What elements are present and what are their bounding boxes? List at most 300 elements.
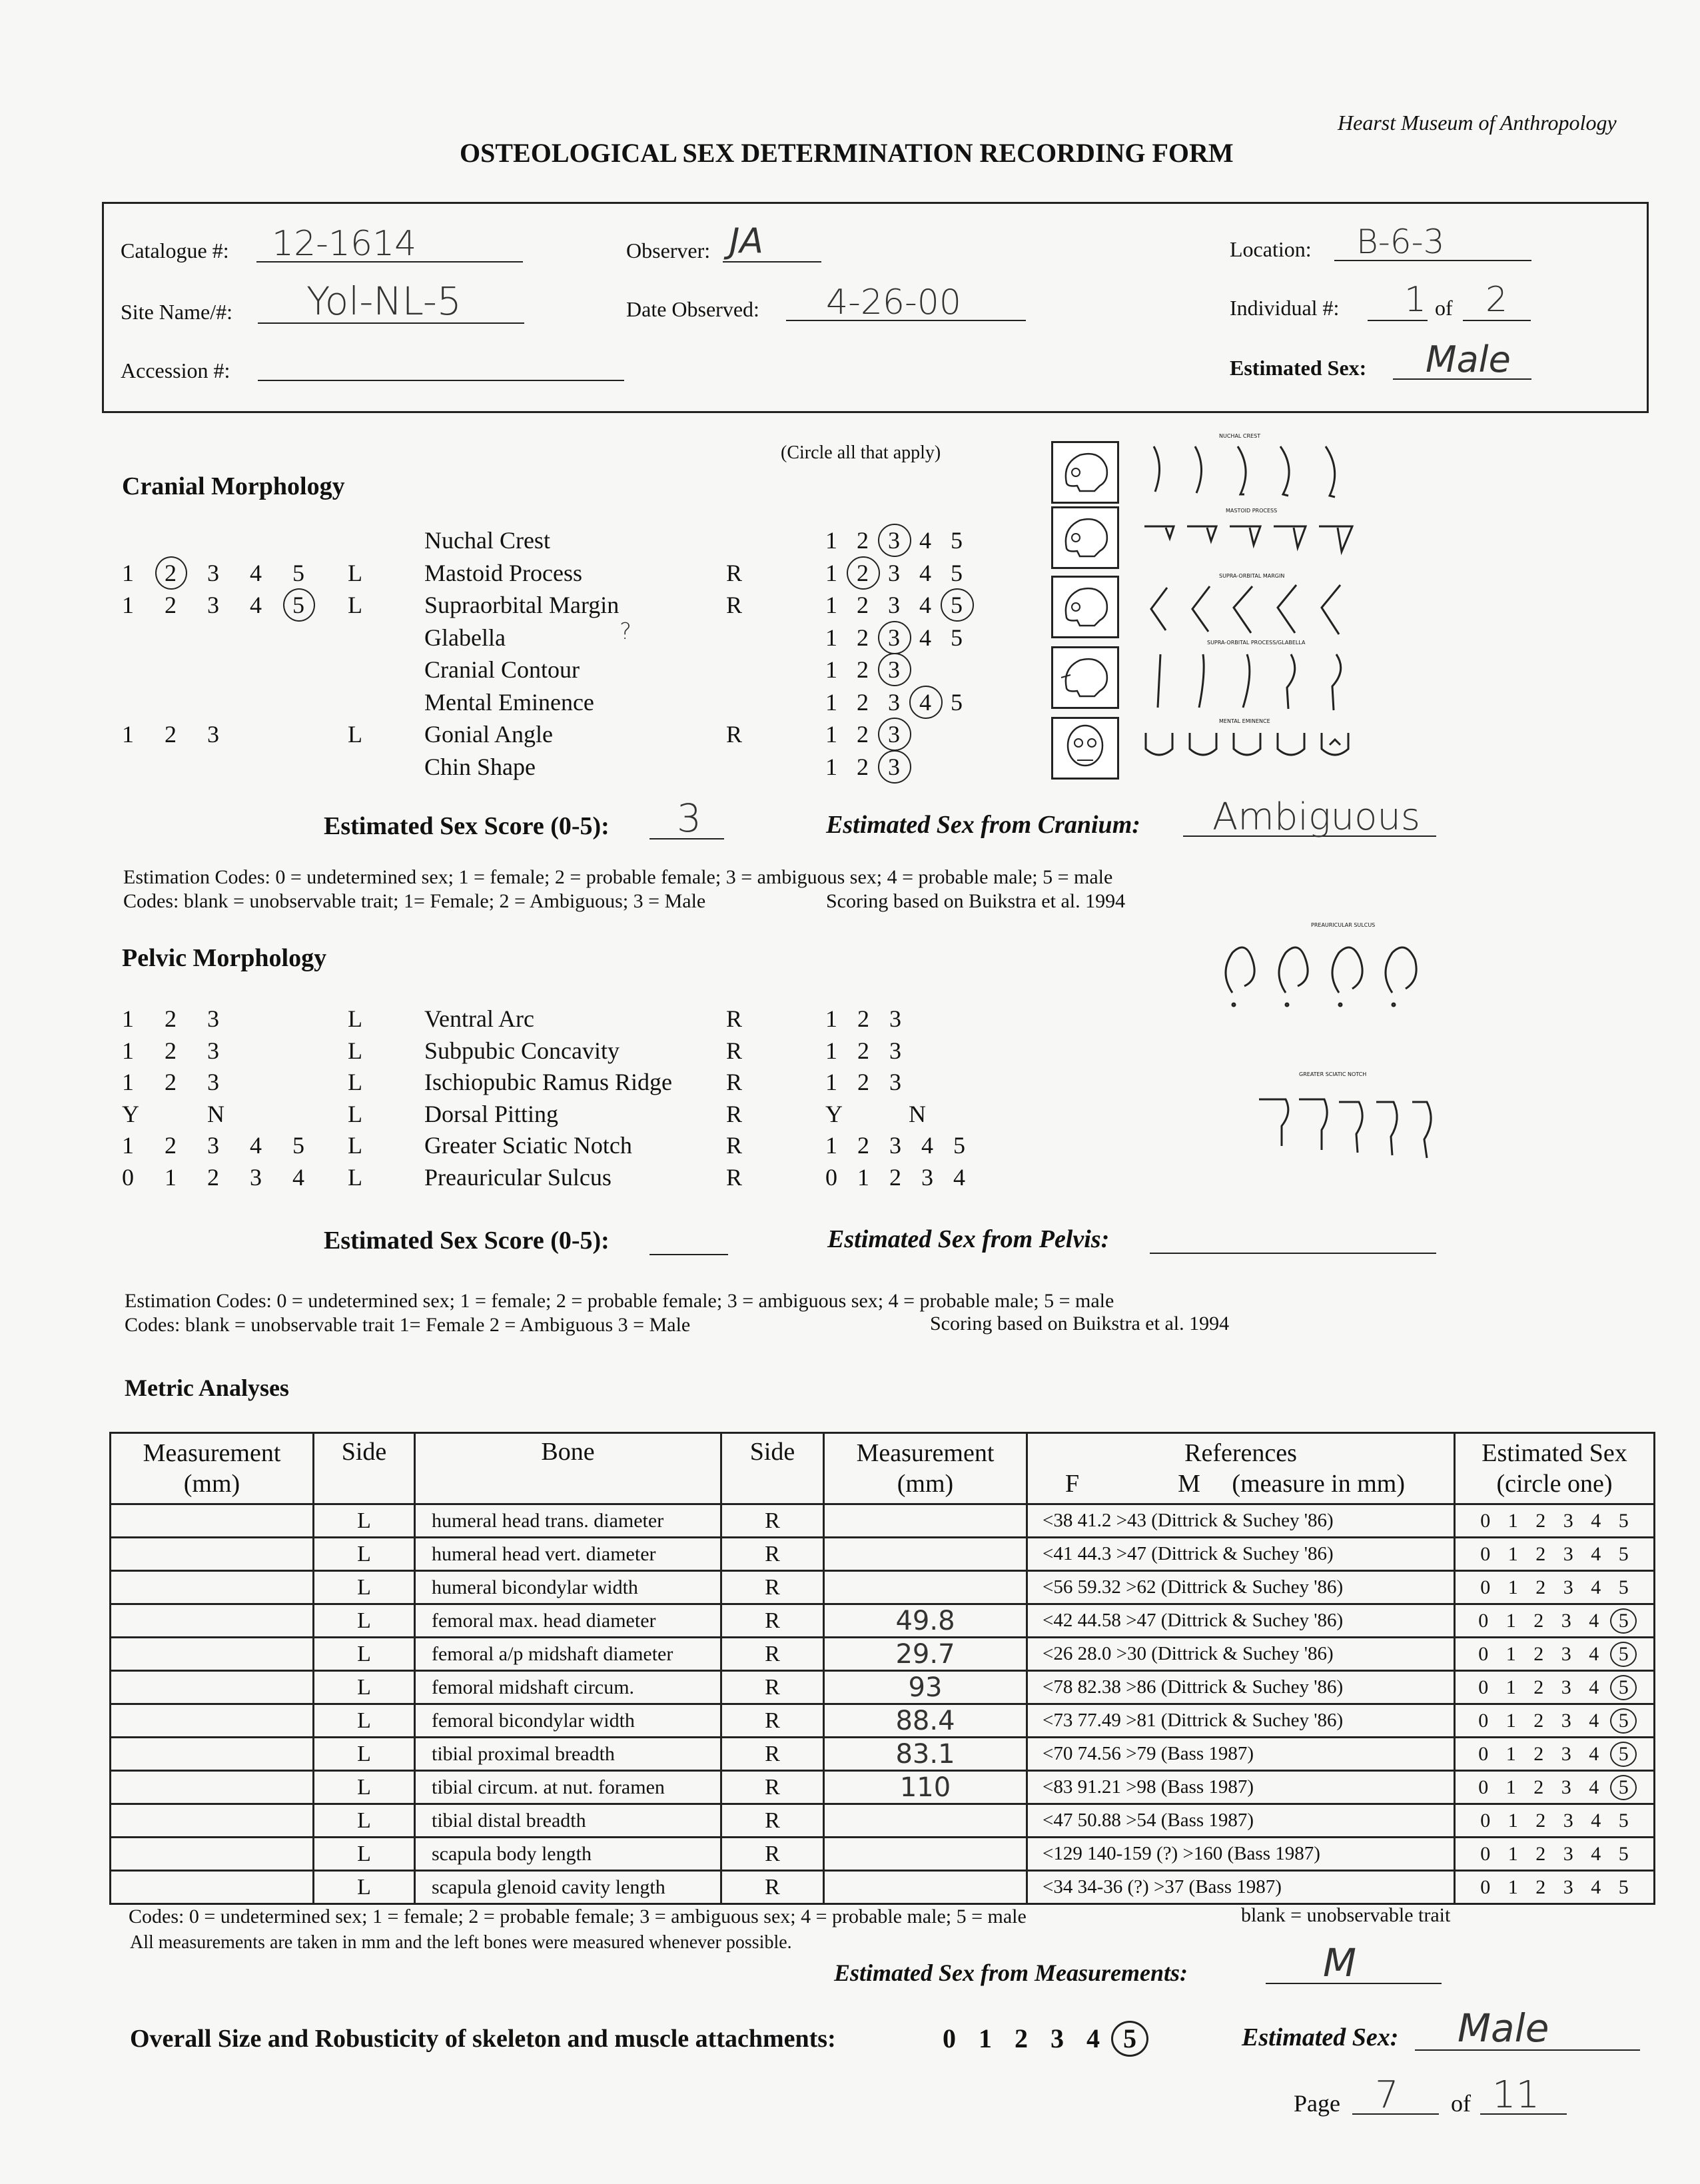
sex-option-2[interactable]: 2 <box>1533 1742 1544 1765</box>
sex-option-0[interactable]: 0 <box>1478 1609 1489 1632</box>
measurement-right-cell[interactable]: 29.7 <box>824 1638 1027 1671</box>
cranial-left-score-4[interactable]: 4 <box>250 559 262 586</box>
sex-option-0[interactable]: 0 <box>1478 1776 1489 1798</box>
page-of: of <box>1451 2090 1471 2117</box>
sex-option-2[interactable]: 2 <box>1535 1842 1546 1865</box>
left-side-marker: L <box>348 592 362 618</box>
bone-cell: tibial circum. at nut. foramen <box>415 1771 721 1804</box>
cranial-right-score-4[interactable]: 4 <box>919 624 931 651</box>
pelvic-codes-2: Codes: blank = unobservable trait 1= Female 2 = Ambiguous 3 = Male <box>125 1314 691 1336</box>
cranial-trait-label: Cranial Contour <box>424 656 580 683</box>
sex-option-1[interactable]: 1 <box>1507 1876 1518 1898</box>
sex-option-3[interactable]: 3 <box>1563 1576 1573 1598</box>
sex-option-4[interactable]: 4 <box>1589 1742 1599 1765</box>
est-sex-cell <box>1455 1571 1655 1604</box>
cranial-left-score-3[interactable]: 3 <box>207 592 219 618</box>
skull-lateral-thumb-4 <box>1051 646 1119 709</box>
glabella-sketches <box>1140 648 1360 714</box>
measurement-right-cell[interactable] <box>824 1504 1027 1538</box>
measurement-left-cell[interactable] <box>111 1671 314 1704</box>
form-title: OSTEOLOGICAL SEX DETERMINATION RECORDING FORM <box>460 138 1234 168</box>
cranial-circled-mark <box>878 524 911 557</box>
sex-option-0[interactable]: 0 <box>1478 1742 1489 1765</box>
pelvic-right-score-2[interactable]: 2 <box>857 1005 869 1032</box>
bone-cell: femoral midshaft circum. <box>415 1671 721 1704</box>
cranial-right-score-4[interactable]: 4 <box>919 592 931 618</box>
sex-option-2[interactable]: 2 <box>1533 1676 1544 1698</box>
sex-option-1[interactable]: 1 <box>1507 1542 1518 1565</box>
left-side-marker: L <box>348 1163 362 1191</box>
pelvic-right-score-1[interactable]: 1 <box>857 1163 869 1191</box>
cranial-right-score-1[interactable]: 1 <box>825 656 837 683</box>
references-cell: <38 41.2 >43 (Dittrick & Suchey '86) <box>1027 1504 1455 1538</box>
pelvic-left-score-1[interactable]: 1 <box>122 1069 134 1095</box>
est-sex-cell <box>1455 1838 1655 1871</box>
overall-option-5[interactable]: 5 <box>1111 2021 1148 2057</box>
measurement-right-cell[interactable]: 49.8 <box>824 1604 1027 1638</box>
table-row <box>111 1804 1655 1838</box>
sex-option-2[interactable]: 2 <box>1533 1642 1544 1665</box>
measurement-right-cell[interactable] <box>824 1838 1027 1871</box>
cranial-right-score-2[interactable]: 2 <box>857 592 869 618</box>
metric-sex-value: M <box>1323 1940 1357 1985</box>
site-value: Yol-NL-5 <box>306 278 462 324</box>
sex-option-1[interactable]: 1 <box>1507 1576 1518 1598</box>
side-left-cell: L <box>314 1838 415 1871</box>
sex-option-0[interactable]: 0 <box>1478 1642 1489 1665</box>
cranial-right-score-4[interactable]: 4 <box>919 688 931 716</box>
mental-eminence-sketches <box>1140 729 1367 769</box>
pelvic-left-score-3[interactable]: 3 <box>207 1132 219 1159</box>
bone-cell: humeral head vert. diameter <box>415 1538 721 1571</box>
cranial-circled-mark <box>283 588 315 622</box>
sketch-label-nuchal: NUCHAL CREST <box>1219 433 1261 439</box>
cranial-trait-label: Mental Eminence <box>424 688 594 716</box>
est-sex-value: Male <box>1426 338 1511 380</box>
side-right-cell: R <box>721 1838 824 1871</box>
side-left-cell: L <box>314 1571 415 1604</box>
cranial-left-score-1[interactable]: 1 <box>122 592 134 618</box>
overall-option-1[interactable]: 1 <box>979 2023 992 2053</box>
sex-option-5[interactable]: 5 <box>1610 1708 1637 1734</box>
col-measurement-left: Measurement (mm) <box>111 1433 314 1504</box>
sketch-label-sciatic: GREATER SCIATIC NOTCH <box>1299 1071 1367 1077</box>
col-references <box>1027 1433 1455 1504</box>
cranial-right-score-1[interactable]: 1 <box>825 527 837 554</box>
cranial-right-score-2[interactable]: 2 <box>857 753 869 780</box>
pelvic-right-score-1[interactable]: 1 <box>825 1037 837 1064</box>
references-cell: <26 28.0 >30 (Dittrick & Suchey '86) <box>1027 1638 1455 1671</box>
cranial-codes-2: Codes: blank = unobservable trait; 1= Female; 2 = Ambiguous; 3 = Male <box>123 890 706 912</box>
sex-option-4[interactable]: 4 <box>1591 1576 1601 1598</box>
est-sex-cell <box>1455 1604 1655 1638</box>
pelvic-right-score-2[interactable]: 2 <box>857 1069 869 1095</box>
location-label: Location: <box>1230 237 1312 261</box>
cranial-circled-mark <box>878 750 911 784</box>
cranial-right-score-3[interactable]: 3 <box>888 721 900 748</box>
pelvic-left-score-N[interactable]: N <box>207 1100 224 1127</box>
cranial-codes-1: Estimation Codes: 0 = undetermined sex; 1 = female; 2 = probable female; 3 = ambiguous sex; 4 = probable male; 5 = male <box>123 866 1113 888</box>
cranial-left-score-3[interactable]: 3 <box>207 559 219 586</box>
sex-option-3[interactable]: 3 <box>1563 1809 1573 1832</box>
cranial-right-score-1[interactable]: 1 <box>825 688 837 716</box>
metric-sex-label: Estimated Sex from Measurements: <box>834 1959 1188 1986</box>
references-m: M (measure in mm) <box>1178 1470 1406 1498</box>
sex-option-1[interactable]: 1 <box>1505 1642 1516 1665</box>
side-left-cell: L <box>314 1671 415 1704</box>
side-right-cell: R <box>721 1771 824 1804</box>
cranial-right-score-3[interactable]: 3 <box>888 656 900 683</box>
side-left-cell: L <box>314 1804 415 1838</box>
observer-field[interactable] <box>723 261 821 263</box>
sex-option-4[interactable]: 4 <box>1591 1876 1601 1898</box>
pelvic-right-score-1[interactable]: 1 <box>825 1069 837 1095</box>
sketch-label-glabella: SUPRA-ORBITAL PROCESS/GLABELLA <box>1207 640 1306 646</box>
cranial-right-score-1[interactable]: 1 <box>825 624 837 651</box>
sex-option-0[interactable]: 0 <box>1480 1809 1491 1832</box>
sketch-label-supraorbital: SUPRA-ORBITAL MARGIN <box>1219 573 1285 579</box>
cranial-right-score-5[interactable]: 5 <box>951 688 963 716</box>
measurement-right-cell[interactable] <box>824 1538 1027 1571</box>
cranial-left-score-5[interactable]: 5 <box>292 592 304 618</box>
references-cell: <42 44.58 >47 (Dittrick & Suchey '86) <box>1027 1604 1455 1638</box>
sex-option-3[interactable]: 3 <box>1563 1509 1573 1532</box>
individual-field[interactable] <box>1368 320 1428 321</box>
est-sex-cell <box>1455 1804 1655 1838</box>
left-side-marker: L <box>348 1132 362 1159</box>
pelvic-right-score-2[interactable]: 2 <box>889 1163 901 1191</box>
metric-table <box>109 1432 1655 1905</box>
sex-option-5[interactable]: 5 <box>1610 1742 1637 1767</box>
measurement-left-cell[interactable] <box>111 1538 314 1571</box>
skull-frontal-thumb <box>1051 717 1119 780</box>
sex-option-2[interactable]: 2 <box>1535 1542 1546 1565</box>
pelvic-right-score-2[interactable]: 2 <box>857 1132 869 1159</box>
left-side-marker: L <box>348 1100 362 1127</box>
pelvic-codes-1: Estimation Codes: 0 = undetermined sex; 1 = female; 2 = probable female; 3 = ambiguous sex; 4 = probable male; 5 = male <box>125 1290 1114 1312</box>
sex-option-1[interactable]: 1 <box>1505 1709 1516 1732</box>
references-cell: <41 44.3 >47 (Dittrick & Suchey '86) <box>1027 1538 1455 1571</box>
measurement-right-cell[interactable]: 110 <box>824 1771 1027 1804</box>
pelvic-right-score-2[interactable]: 2 <box>857 1037 869 1064</box>
sex-option-4[interactable]: 4 <box>1591 1809 1601 1832</box>
sex-option-0[interactable]: 0 <box>1480 1576 1491 1598</box>
side-right-cell: R <box>721 1604 824 1638</box>
side-left-cell: L <box>314 1538 415 1571</box>
pelvic-right-score-3[interactable]: 3 <box>889 1037 901 1064</box>
metric-mm-note: All measurements are taken in mm and the left bones were measured whenever possible. <box>130 1932 792 1953</box>
pelvic-left-score-2[interactable]: 2 <box>165 1005 177 1032</box>
sex-option-2[interactable]: 2 <box>1535 1809 1546 1832</box>
sex-option-0[interactable]: 0 <box>1480 1842 1491 1865</box>
sex-option-5[interactable]: 5 <box>1610 1775 1637 1800</box>
sex-option-5[interactable]: 5 <box>1610 1642 1637 1667</box>
measurement-right-cell[interactable]: 93 <box>824 1671 1027 1704</box>
bone-cell: femoral a/p midshaft diameter <box>415 1638 721 1671</box>
right-side-marker: R <box>726 1132 743 1159</box>
sex-option-1[interactable]: 1 <box>1505 1776 1516 1798</box>
sex-option-3[interactable]: 3 <box>1561 1676 1571 1698</box>
pelvic-left-score-0[interactable]: 0 <box>122 1163 134 1191</box>
sex-option-5[interactable]: 5 <box>1610 1608 1637 1634</box>
individual-of: of <box>1435 296 1453 320</box>
cranial-right-score-5[interactable]: 5 <box>951 527 963 554</box>
cranial-right-score-2[interactable]: 2 <box>857 559 869 586</box>
sex-option-5[interactable]: 5 <box>1610 1675 1637 1700</box>
catalogue-label: Catalogue #: <box>121 239 229 263</box>
catalogue-value: 12-1614 <box>272 224 417 264</box>
table-row <box>111 1871 1655 1904</box>
measurement-right-cell[interactable] <box>824 1571 1027 1604</box>
cranial-right-score-1[interactable]: 1 <box>825 753 837 780</box>
measurement-right-cell[interactable] <box>824 1804 1027 1838</box>
sex-option-4[interactable]: 4 <box>1589 1709 1599 1732</box>
sex-option-4[interactable]: 4 <box>1591 1542 1601 1565</box>
sex-option-2[interactable]: 2 <box>1533 1609 1544 1632</box>
cranial-right-score-3[interactable]: 3 <box>888 753 900 780</box>
cranial-right-score-2[interactable]: 2 <box>857 624 869 651</box>
sex-option-4[interactable]: 4 <box>1589 1676 1599 1698</box>
cranial-right-score-2[interactable]: 2 <box>857 721 869 748</box>
sex-option-2[interactable]: 2 <box>1535 1876 1546 1898</box>
side-left-cell: L <box>314 1604 415 1638</box>
measurement-right-cell[interactable]: 83.1 <box>824 1738 1027 1771</box>
sex-option-3[interactable]: 3 <box>1563 1542 1573 1565</box>
sex-option-0[interactable]: 0 <box>1480 1876 1491 1898</box>
sex-option-4[interactable]: 4 <box>1589 1776 1599 1798</box>
sex-option-5[interactable]: 5 <box>1618 1842 1629 1865</box>
sex-option-1[interactable]: 1 <box>1507 1842 1518 1865</box>
cranial-trait-label: Glabella <box>424 624 506 651</box>
cranial-right-score-3[interactable]: 3 <box>888 559 900 586</box>
sex-option-3[interactable]: 3 <box>1561 1642 1571 1665</box>
pelvic-score-field[interactable] <box>649 1254 728 1255</box>
cranial-left-score-2[interactable]: 2 <box>165 721 177 748</box>
pelvic-right-score-Y[interactable]: Y <box>825 1100 843 1127</box>
side-left-cell: L <box>314 1704 415 1738</box>
cranial-left-score-2[interactable]: 2 <box>165 559 177 586</box>
est-sex-cell <box>1455 1738 1655 1771</box>
sex-option-2[interactable]: 2 <box>1535 1576 1546 1598</box>
cranial-right-score-2[interactable]: 2 <box>857 688 869 716</box>
side-left-cell: L <box>314 1738 415 1771</box>
sex-option-2[interactable]: 2 <box>1535 1509 1546 1532</box>
individual-total-field[interactable] <box>1463 320 1531 321</box>
measurement-right-cell[interactable] <box>824 1871 1027 1904</box>
cranial-right-score-1[interactable]: 1 <box>825 592 837 618</box>
cranial-left-score-5[interactable]: 5 <box>292 559 304 586</box>
pelvic-right-score-0[interactable]: 0 <box>825 1163 837 1191</box>
cranial-left-score-2[interactable]: 2 <box>165 592 177 618</box>
side-right-cell: R <box>721 1671 824 1704</box>
overall-option-4[interactable]: 4 <box>1086 2023 1100 2053</box>
cranial-circled-mark <box>941 588 974 622</box>
sex-option-5[interactable]: 5 <box>1618 1509 1629 1532</box>
measurement-right-cell[interactable]: 88.4 <box>824 1704 1027 1738</box>
cranial-trait-label: Nuchal Crest <box>424 527 550 554</box>
pelvic-right-score-3[interactable]: 3 <box>921 1163 933 1191</box>
cranial-right-score-3[interactable]: 3 <box>888 527 900 554</box>
est-sex-cell <box>1455 1704 1655 1738</box>
overall-option-0[interactable]: 0 <box>943 2023 956 2053</box>
sex-option-2[interactable]: 2 <box>1533 1709 1544 1732</box>
pelvic-right-score-4[interactable]: 4 <box>953 1163 965 1191</box>
side-right-cell: R <box>721 1638 824 1671</box>
right-side-marker: R <box>726 592 743 618</box>
pelvic-left-score-2[interactable]: 2 <box>207 1163 219 1191</box>
sex-option-1[interactable]: 1 <box>1507 1509 1518 1532</box>
pelvic-left-score-3[interactable]: 3 <box>207 1005 219 1032</box>
preauricular-sulcus-sketches <box>1212 933 1452 1013</box>
pelvic-right-score-4[interactable]: 4 <box>921 1132 933 1159</box>
side-right-cell: R <box>721 1504 824 1538</box>
side-left-cell: L <box>314 1638 415 1671</box>
sex-option-5[interactable]: 5 <box>1618 1576 1629 1598</box>
overall-option-2[interactable]: 2 <box>1015 2023 1028 2053</box>
pelvic-left-score-2[interactable]: 2 <box>165 1132 177 1159</box>
table-row <box>111 1704 1655 1738</box>
cranial-right-score-5[interactable]: 5 <box>951 559 963 586</box>
table-row <box>111 1538 1655 1571</box>
sex-option-0[interactable]: 0 <box>1478 1709 1489 1732</box>
pelvic-right-score-1[interactable]: 1 <box>825 1132 837 1159</box>
cranial-right-score-3[interactable]: 3 <box>888 688 900 716</box>
sex-option-4[interactable]: 4 <box>1589 1642 1599 1665</box>
sex-option-3[interactable]: 3 <box>1561 1776 1571 1798</box>
sex-option-5[interactable]: 5 <box>1618 1809 1629 1832</box>
sketch-label-mental: MENTAL EMINENCE <box>1219 718 1270 724</box>
measurement-left-cell[interactable] <box>111 1638 314 1671</box>
cranial-right-score-3[interactable]: 3 <box>888 592 900 618</box>
sex-option-3[interactable]: 3 <box>1563 1842 1573 1865</box>
pelvic-left-score-1[interactable]: 1 <box>122 1005 134 1032</box>
cranial-left-score-3[interactable]: 3 <box>207 721 219 748</box>
left-side-marker: L <box>348 1037 362 1064</box>
pelvic-left-score-3[interactable]: 3 <box>207 1069 219 1095</box>
pelvic-right-score-N[interactable]: N <box>909 1100 926 1127</box>
est-sex-cell <box>1455 1671 1655 1704</box>
cranial-circled-mark <box>878 653 911 686</box>
pelvic-left-score-1[interactable]: 1 <box>165 1163 177 1191</box>
measurement-left-cell[interactable] <box>111 1838 314 1871</box>
sex-option-4[interactable]: 4 <box>1589 1609 1599 1632</box>
measurement-left-cell[interactable] <box>111 1504 314 1538</box>
cranial-circled-mark <box>878 718 911 751</box>
pelvic-sex-field[interactable] <box>1150 1253 1436 1254</box>
measurement-left-cell[interactable] <box>111 1604 314 1638</box>
table-row <box>111 1838 1655 1871</box>
accession-field[interactable] <box>258 380 624 381</box>
cranial-right-score-5[interactable]: 5 <box>951 624 963 651</box>
skull-lateral-thumb-2 <box>1051 506 1119 569</box>
sex-option-4[interactable]: 4 <box>1591 1509 1601 1532</box>
sex-option-1[interactable]: 1 <box>1505 1676 1516 1698</box>
references-cell: <56 59.32 >62 (Dittrick & Suchey '86) <box>1027 1571 1455 1604</box>
references-cell: <129 140-159 (?) >160 (Bass 1987) <box>1027 1838 1455 1871</box>
cranial-left-score-1[interactable]: 1 <box>122 559 134 586</box>
sex-option-0[interactable]: 0 <box>1480 1542 1491 1565</box>
side-left-cell: L <box>314 1771 415 1804</box>
pelvic-left-score-3[interactable]: 3 <box>250 1163 262 1191</box>
cranial-right-score-4[interactable]: 4 <box>919 559 931 586</box>
measurement-left-cell[interactable] <box>111 1804 314 1838</box>
sex-option-4[interactable]: 4 <box>1591 1842 1601 1865</box>
pelvic-left-score-2[interactable]: 2 <box>165 1069 177 1095</box>
sex-option-1[interactable]: 1 <box>1505 1742 1516 1765</box>
pelvic-left-score-5[interactable]: 5 <box>292 1132 304 1159</box>
cranial-right-score-5[interactable]: 5 <box>951 592 963 618</box>
cranial-right-score-1[interactable]: 1 <box>825 559 837 586</box>
cranial-left-score-1[interactable]: 1 <box>122 721 134 748</box>
est-sex-cell <box>1455 1504 1655 1538</box>
pelvic-left-score-Y[interactable]: Y <box>122 1100 139 1127</box>
page-number: 7 <box>1375 2073 1399 2117</box>
pelvic-right-score-3[interactable]: 3 <box>889 1132 901 1159</box>
side-right-cell: R <box>721 1871 824 1904</box>
sciatic-notch-sketches <box>1252 1086 1452 1166</box>
references-cell: <83 91.21 >98 (Bass 1987) <box>1027 1771 1455 1804</box>
est-sex-cell <box>1455 1638 1655 1671</box>
cranial-right-score-3[interactable]: 3 <box>888 624 900 651</box>
page-total: 11 <box>1492 2073 1540 2117</box>
sex-option-0[interactable]: 0 <box>1480 1509 1491 1532</box>
pelvic-right-score-3[interactable]: 3 <box>889 1069 901 1095</box>
cranial-left-score-4[interactable]: 4 <box>250 592 262 618</box>
pelvic-left-score-4[interactable]: 4 <box>250 1132 262 1159</box>
measurement-left-cell[interactable] <box>111 1571 314 1604</box>
references-f: F <box>1065 1470 1080 1498</box>
measurement-left-cell[interactable] <box>111 1871 314 1904</box>
cranial-right-score-1[interactable]: 1 <box>825 721 837 748</box>
left-side-marker: L <box>348 559 362 586</box>
cranial-right-score-2[interactable]: 2 <box>857 656 869 683</box>
cranial-sex-value: Ambiguous <box>1212 796 1420 839</box>
nuchal-crest-sketches <box>1140 440 1360 500</box>
pelvic-left-score-1[interactable]: 1 <box>122 1037 134 1064</box>
accession-label: Accession #: <box>121 358 230 382</box>
sex-option-1[interactable]: 1 <box>1505 1609 1516 1632</box>
sex-option-0[interactable]: 0 <box>1478 1676 1489 1698</box>
pelvic-left-score-4[interactable]: 4 <box>292 1163 304 1191</box>
pelvic-right-score-1[interactable]: 1 <box>825 1005 837 1032</box>
cranial-scoring-ref: Scoring based on Buikstra et al. 1994 <box>826 890 1126 912</box>
supraorbital-margin-sketches <box>1140 580 1360 640</box>
sex-option-3[interactable]: 3 <box>1561 1609 1571 1632</box>
overall-option-3[interactable]: 3 <box>1051 2023 1064 2053</box>
cranial-right-score-2[interactable]: 2 <box>857 527 869 554</box>
metric-codes: Codes: 0 = undetermined sex; 1 = female; 2 = probable female; 3 = ambiguous sex; 4 = probable male; 5 = male <box>129 1906 1027 1927</box>
side-left-cell: L <box>314 1504 415 1538</box>
sex-option-5[interactable]: 5 <box>1618 1542 1629 1565</box>
cranial-right-score-4[interactable]: 4 <box>919 527 931 554</box>
sex-option-2[interactable]: 2 <box>1533 1776 1544 1798</box>
measurement-left-cell[interactable] <box>111 1771 314 1804</box>
pelvic-left-score-1[interactable]: 1 <box>122 1132 134 1159</box>
pelvic-left-score-3[interactable]: 3 <box>207 1037 219 1064</box>
sex-option-3[interactable]: 3 <box>1561 1709 1571 1732</box>
sex-option-3[interactable]: 3 <box>1563 1876 1573 1898</box>
pelvic-left-score-2[interactable]: 2 <box>165 1037 177 1064</box>
sex-option-3[interactable]: 3 <box>1561 1742 1571 1765</box>
sex-option-5[interactable]: 5 <box>1618 1876 1629 1898</box>
sex-option-1[interactable]: 1 <box>1507 1809 1518 1832</box>
measurement-left-cell[interactable] <box>111 1704 314 1738</box>
museum-name: Hearst Museum of Anthropology <box>1338 111 1617 135</box>
pelvic-right-score-5[interactable]: 5 <box>953 1132 965 1159</box>
measurement-left-cell[interactable] <box>111 1738 314 1771</box>
pelvic-right-score-3[interactable]: 3 <box>889 1005 901 1032</box>
left-side-marker: L <box>348 1069 362 1095</box>
